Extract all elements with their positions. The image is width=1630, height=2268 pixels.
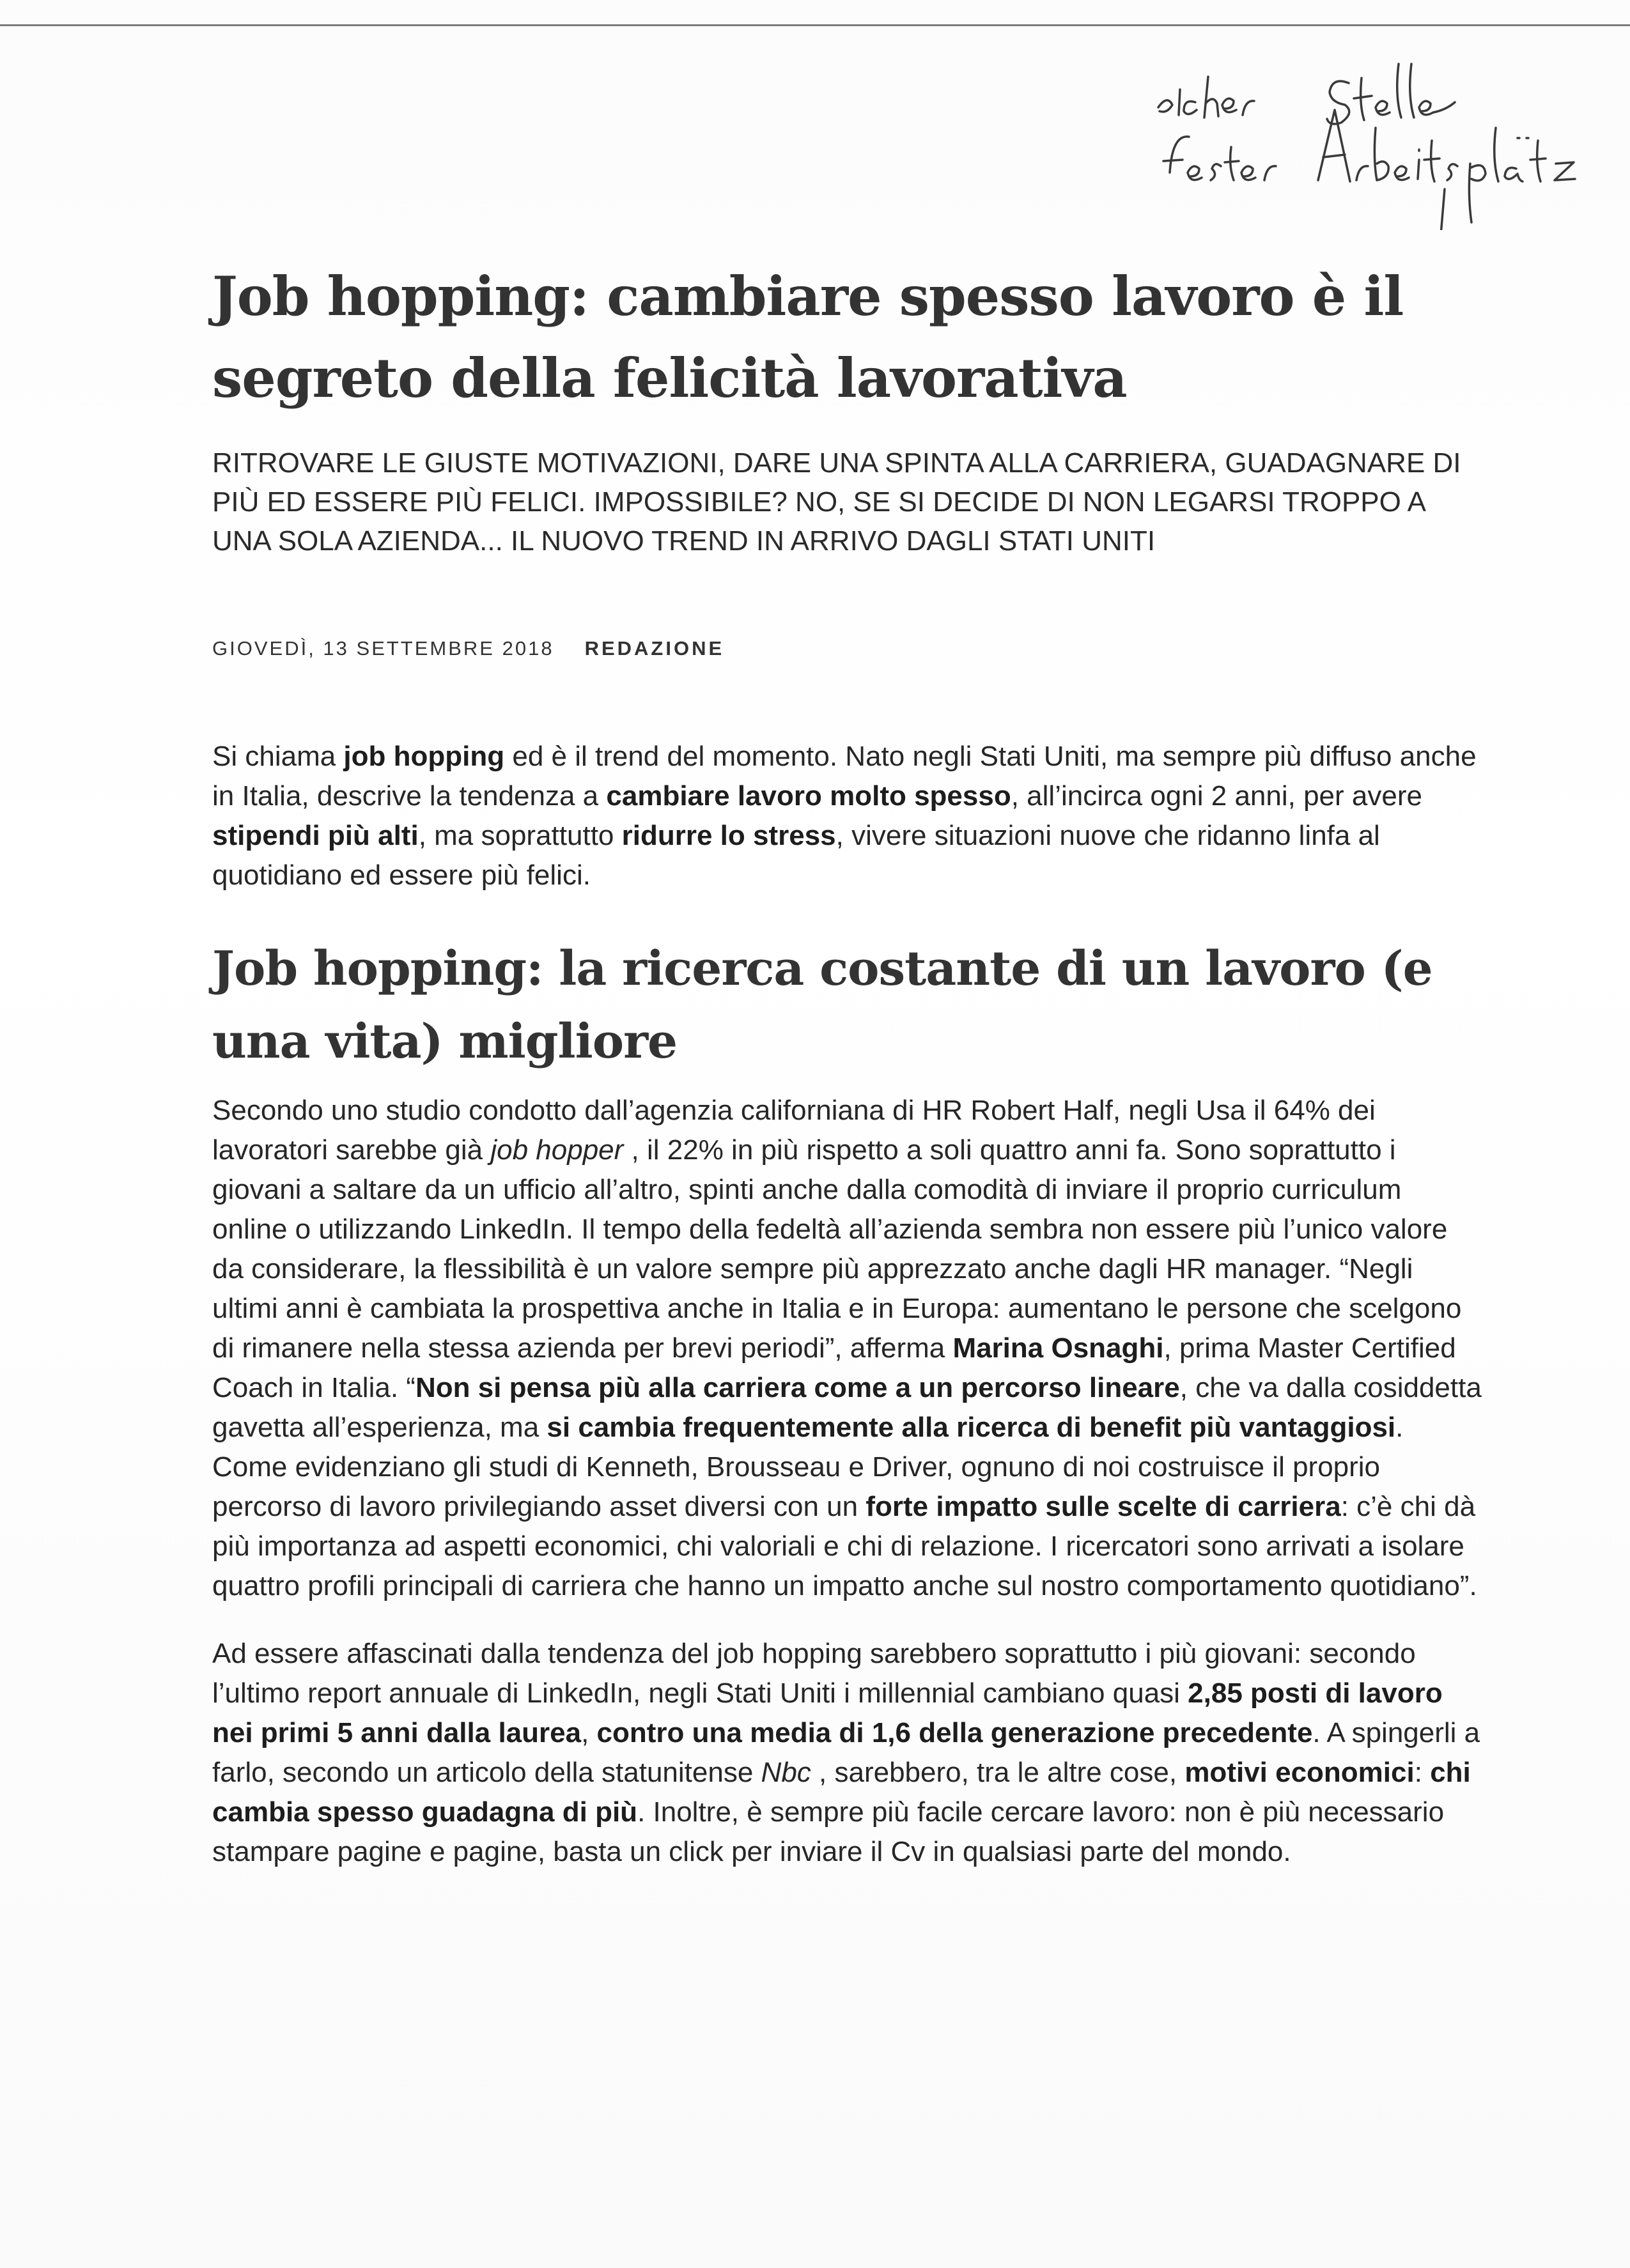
body-paragraph-1: [212, 1091, 1484, 1606]
page-top-rule: [0, 24, 1630, 26]
text-run: ,: [581, 1717, 597, 1748]
bold-run: 2,85 posti di lavoro nei primi 5 anni dalla laurea: [212, 1678, 1443, 1748]
bold-run: job hopping: [343, 741, 505, 772]
intro-paragraph: [212, 737, 1484, 895]
text-run: Secondo uno studio condotto dall’agenzia californiana di HR Robert Half, negli Usa il 64% dei lavoratori sarebbe già: [212, 1095, 1376, 1166]
text-run: : c’è chi dà più importanza ad aspetti economici, chi valoriali e chi di relazione. I ricercatori sono arrivati a isolare quattro profili principali di carriera che hanno un impatto anche sul nostro comportamento quotidiano”.: [212, 1491, 1477, 1601]
body-paragraph-2: [212, 1634, 1484, 1872]
bold-run: chi cambia spesso guadagna di più: [212, 1757, 1471, 1828]
bold-run: ridurre lo stress: [621, 820, 836, 851]
bold-run: si cambia frequentemente alla ricerca di benefit più vantaggiosi: [547, 1412, 1396, 1443]
bold-run: contro una media di 1,6 della generazione precedente: [596, 1717, 1313, 1748]
article-author: REDAZIONE: [584, 637, 725, 660]
bold-run: motivi economici: [1184, 1757, 1415, 1788]
article-meta: [212, 637, 1497, 660]
text-run: . A spingerli a farlo, secondo un articolo della statunitense: [212, 1717, 1480, 1788]
text-run: , sarebbero, tra le altre cose,: [811, 1757, 1185, 1788]
section-heading: Job hopping: la ricerca costante di un lavoro (e una vita) migliore: [212, 941, 1432, 1069]
article-title: Job hopping: cambiare spesso lavoro è il segreto della felicità lavorativa: [212, 265, 1404, 410]
bold-run: Non si pensa più alla carriera come a un percorso lineare: [415, 1372, 1180, 1403]
text-run: Si chiama: [212, 741, 344, 772]
text-run: . Come evidenziano gli studi di Kenneth, Brousseau e Driver, ognuno di noi costruisce il proprio percorso di lavoro privilegiando asset diversi con un: [212, 1412, 1404, 1522]
bold-run: stipendi più alti: [212, 820, 419, 851]
text-run: Ad essere affascinati dalla tendenza del job hopping sarebbero soprattutto i più giovani: secondo l’ultimo report annuale di LinkedIn, negli Stati Uniti i millennial cambiano quasi: [212, 1638, 1416, 1709]
text-run: ed è il trend del momento. Nato negli Stati Uniti, ma sempre più diffuso anche in Italia, descrive la tendenza a: [212, 741, 1477, 812]
text-run: , il 22% in più rispetto a soli quattro anni fa. Sono soprattutto i giovani a saltare da un ufficio all’altro, spinti anche dalla comodità di inviare il proprio curriculum online o utilizzando LinkedIn. Il tempo della fedeltà all’azienda sembra non essere più l’unico valore da considerare, la flessibilità è un valore sempre più apprezzato anche dagli HR manager. “Negli ultimi anni è cambiata la prospettiva anche in Italia e in Europa: aumentano le persone che scelgono di rimanere nella stessa azienda per brevi periodi”, afferma: [212, 1134, 1462, 1364]
text-run: . Inoltre, è sempre più facile cercare lavoro: non è più necessario stampare pagine e pagine, basta un click per inviare il Cv in qualsiasi parte del mondo.: [212, 1796, 1445, 1867]
bold-run: cambiare lavoro molto spesso: [606, 780, 1011, 812]
text-run: , prima Master Certified Coach in Italia. “: [212, 1332, 1456, 1403]
bold-run: forte impatto sulle scelte di carriera: [865, 1491, 1341, 1522]
article: [212, 256, 1497, 1872]
article-subtitle: RITROVARE LE GIUSTE MOTIVAZIONI, DARE UNA SPINTA ALLA CARRIERA, GUADAGNARE DI PIÙ ED ESSERE PIÙ FELICI. IMPOSSIBILE? NO, SE SI DECIDE DI NON LEGARSI TROPPO A UNA SOLA AZIENDA... IL NUOVO TREND IN ARRIVO DAGLI STATI UNITI: [212, 447, 1461, 557]
handwritten-note: [1151, 45, 1624, 230]
text-run: , che va dalla cosiddetta gavetta all’esperienza, ma: [212, 1372, 1482, 1443]
article-date: GIOVEDÌ, 13 SETTEMBRE 2018: [212, 637, 554, 660]
text-run: :: [1414, 1757, 1431, 1788]
text-run: , all’incirca ogni 2 anni, per avere: [1011, 780, 1422, 812]
italic-run: job hopper: [490, 1134, 624, 1166]
italic-run: Nbc: [761, 1757, 811, 1788]
bold-run: Marina Osnaghi: [952, 1332, 1164, 1364]
text-run: , vivere situazioni nuove che ridanno linfa al quotidiano ed essere più felici.: [212, 820, 1380, 891]
handwriting-scribble: [1151, 45, 1624, 230]
text-run: , ma soprattutto: [418, 820, 622, 851]
